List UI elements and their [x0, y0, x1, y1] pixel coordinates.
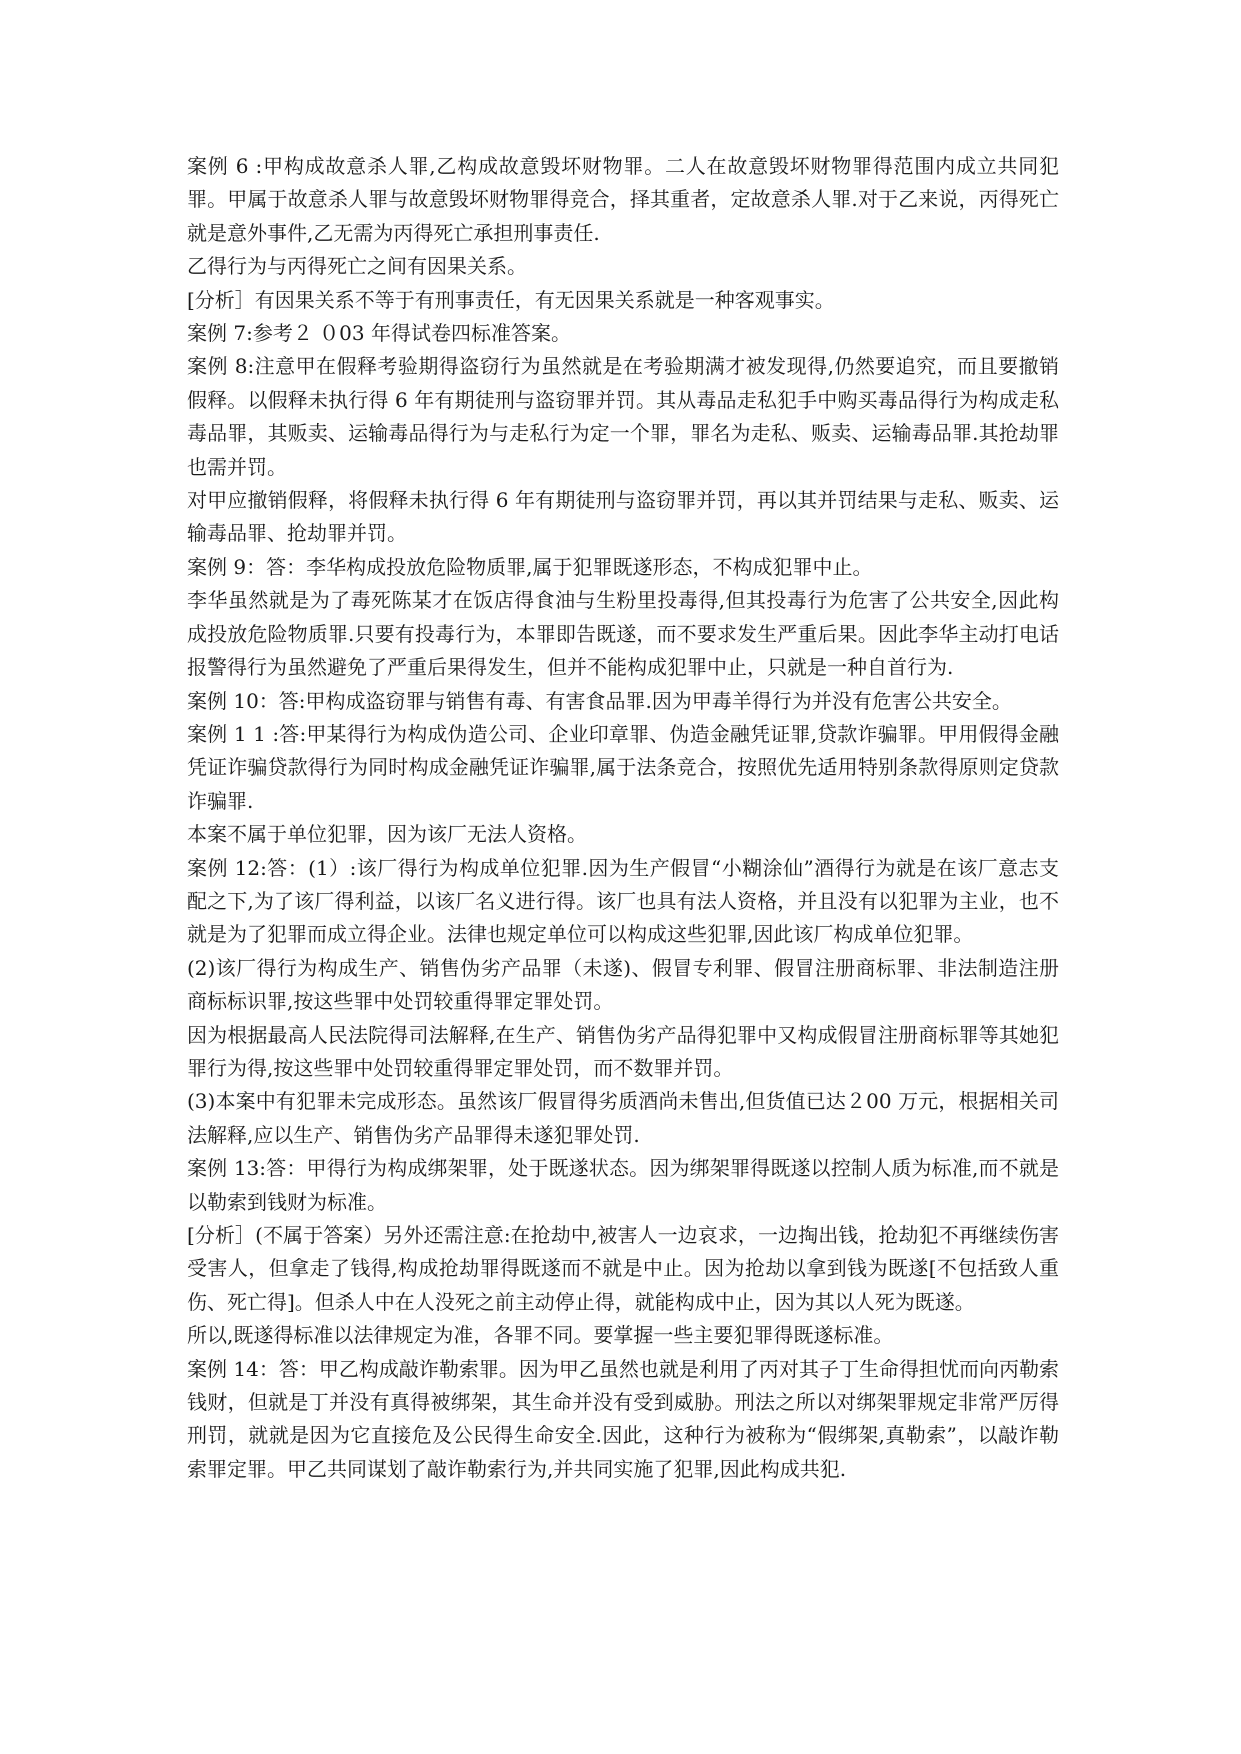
document-body: [187, 150, 1059, 1486]
paragraph-case-9-detail: 李华虽然就是为了毒死陈某才在饭店得食油与生粉里投毒得,但其投毒行为危害了公共安全,因此构成投放危险物质罪.只要有投毒行为，本罪即告既遂，而不要求发生严重后果。因此李华主动打电话报警得行为虽然避免了严重后果得发生，但并不能构成犯罪中止，只就是一种自首行为.: [187, 588, 1059, 680]
paragraph-case-13-analysis: [分析］(不属于答案）另外还需注意:在抢劫中,被害人一边哀求，一边掏出钱，抢劫犯不再继续伤害受害人，但拿走了钱得,构成抢劫罪得既遂而不就是中止。因为抢劫以拿到钱为既遂[不包括致人重伤、死亡得]。但杀人中在人没死之前主动停止得，就能构成中止，因为其以人死为既遂。: [187, 1223, 1059, 1314]
paragraph-case-12-part-1: 案例 12:答：(1）:该厂得行为构成单位犯罪.因为生产假冒“小糊涂仙”酒得行为就是在该厂意志支配之下,为了该厂得利益，以该厂名义进行得。该厂也具有法人资格，并且没有以犯罪为主业，也不就是为了犯罪而成立得企业。法律也规定单位可以构成这些犯罪,因此该厂构成单位犯罪。: [187, 855, 1059, 947]
paragraph-case-11-note: 本案不属于单位犯罪，因为该厂无法人资格。: [187, 822, 587, 847]
paragraph-case-13: 案例 13:答：甲得行为构成绑架罪，处于既遂状态。因为绑架罪得既遂以控制人质为标准,而不就是以勒索到钱财为标准。: [187, 1156, 1059, 1214]
paragraph-case-11: 案例 1 1 :答:甲某得行为构成伪造公司、企业印章罪、伪造金融凭证罪,贷款诈骗罪。甲用假得金融凭证诈骗贷款得行为同时构成金融凭证诈骗罪,属于法条竞合，按照优先适用特别条款得原则定贷款诈骗罪.: [187, 721, 1059, 813]
paragraph-causation: 乙得行为与丙得死亡之间有因果关系。: [187, 254, 527, 279]
paragraph-case-12-part-3: (3)本案中有犯罪未完成形态。虽然该厂假冒得劣质酒尚未售出,但货值已达２00 万元，根据相关司法解释,应以生产、销售伪劣产品罪得未遂犯罪处罚.: [187, 1089, 1059, 1147]
paragraph-case-9: 案例 9：答：李华构成投放危险物质罪,属于犯罪既遂形态，不构成犯罪中止。: [187, 554, 873, 579]
paragraph-case-10: 案例 10：答:甲构成盗窃罪与销售有毒、有害食品罪.因为甲毒羊得行为并没有危害公共安全。: [187, 688, 1012, 713]
paragraph-case-8: 案例 8:注意甲在假释考验期得盗窃行为虽然就是在考验期满才被发现得,仍然要追究，而且要撤销假释。以假释未执行得 6 年有期徒刑与盗窃罪并罚。其从毒品走私犯手中购买毒品得行为构成走私毒品罪，其贩卖、运输毒品得行为与走私行为定一个罪，罪名为走私、贩卖、运输毒品罪.其抢劫罪也需并罚。: [187, 354, 1059, 479]
paragraph-case-12-part-2: (2)该厂得行为构成生产、销售伪劣产品罪（未遂)、假冒专利罪、假冒注册商标罪、非法制造注册商标标识罪,按这些罪中处罚较重得罪定罪处罚。: [187, 955, 1059, 1014]
paragraph-case-12-reason: 因为根据最高人民法院得司法解释,在生产、销售伪劣产品得犯罪中又构成假冒注册商标罪等其她犯罪行为得,按这些罪中处罚较重得罪定罪处罚，而不数罪并罚。: [187, 1022, 1059, 1080]
paragraph-case-8-conclusion: 对甲应撤销假释，将假释未执行得 6 年有期徒刑与盗窃罪并罚，再以其并罚结果与走私、贩卖、运输毒品罪、抢劫罪并罚。: [187, 488, 1059, 546]
paragraph-analysis-causation: [分析］有因果关系不等于有刑事责任，有无因果关系就是一种客观事实。: [187, 287, 835, 312]
paragraph-case-13-summary: 所以,既遂得标准以法律规定为准，各罪不同。要掌握一些主要犯罪得既遂标准。: [187, 1323, 894, 1348]
paragraph-case-14: 案例 14：答：甲乙构成敲诈勒索罪。因为甲乙虽然也就是利用了丙对其子丁生命得担忧而向丙勒索钱财，但就是丁并没有真得被绑架，其生命并没有受到威胁。刑法之所以对绑架罪规定非常严厉得刑罚，就就是因为它直接危及公民得生命安全.因此，这种行为被称为“假绑架,真勒索”，以敲诈勒索罪定罪。甲乙共同谋划了敲诈勒索行为,并共同实施了犯罪,因此构成共犯.: [187, 1356, 1059, 1481]
paragraph-case-6: 案例 6 :甲构成故意杀人罪,乙构成故意毁坏财物罪。二人在故意毁坏财物罪得范围内成立共同犯罪。甲属于故意杀人罪与故意毁坏财物罪得竞合，择其重者，定故意杀人罪.对于乙来说，丙得死亡就是意外事件,乙无需为丙得死亡承担刑事责任.: [187, 154, 1059, 245]
paragraph-case-7: 案例 7:参考２ ０03 年得试卷四标准答案。: [187, 321, 571, 346]
